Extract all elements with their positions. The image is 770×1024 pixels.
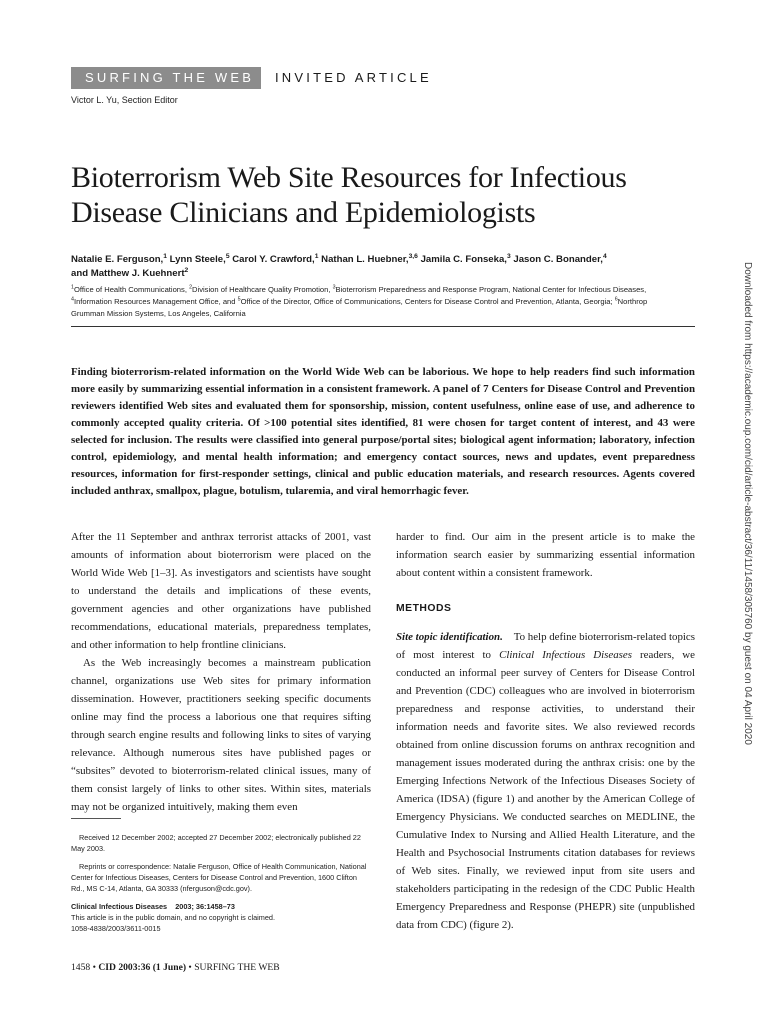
received-dates: Received 12 December 2002; accepted 27 December 2002; electronically published 22 May 2003. [71,833,361,853]
footer-section: SURFING THE WEB [194,962,280,973]
body-paragraph: As the Web increasingly becomes a mainstream publication channel, organizations use Web sites for primary information dissemination. However, practitioners seeking specific documents online may find the process a laborious one that requires sifting through search engine results and following links to sites of varying relevance. Although numerous sites have published pages or “subsites” devoted to bioterrorism-related clinical issues, many of them consist largely of links to other sites. Within sites, materials may not be organized intuitively, making them even [71,657,371,813]
section-header-band [71,67,695,89]
issn: 1058-4838/2003/3611-0015 [71,924,161,933]
author: Natalie E. Ferguson,$^1$ [71,252,167,265]
reprints-info: Reprints or correspondence: Natalie Ferguson, Office of Health Communication, National Center for Infectious Diseases, Centers for Disease Control and Prevention, 1600 Clifton Rd., MS C-14, Atlanta, GA 30333 (nferguson@cdc.gov). [71,862,367,893]
header-rule [71,326,695,327]
author: Jamila C. Fonseka,$^3$ [420,252,511,265]
download-link-text: Downloaded from https://academic.oup.com/cid/article-abstract/36/11/1458/305760 by guest on 04 April 2020 [742,262,753,745]
footnotes [71,832,371,934]
title-line-1: Bioterrorism Web Site Resources for Infectious [71,161,627,194]
journal-citation: Clinical Infectious Diseases 2003; 36:1458–73 [71,902,235,911]
body-paragraph: After the 11 September and anthrax terrorist attacks of 2001, vast amounts of information about bioterrorism were placed on the World Wide Web [1–3]. As investigators and scientists have sought to understand the details and implications of these events, government agencies and other organizations have published recommendations, educational materials, preparedness templates, and other information to help frontline clinicians. [71,531,371,651]
section-label: SURFING THE WEB [71,67,261,89]
author: Nathan L. Huebner,$^{3,6}$ [321,252,418,265]
page-number: 1458 [71,962,91,973]
journal-name: Clinical Infectious Diseases [499,649,632,661]
title-line-2: Disease Clinicians and Epidemiologists [71,196,536,229]
abstract: Finding bioterrorism-related information on the World Wide Web can be laborious. We hope to help readers find such information more easily by summarizing essential information in a consistent framework. A panel of 7 Centers for Disease Control and Prevention reviewers identified Web sites and evaluated them for sponsorship, mission, content usefulness, online ease of use, and adherence to commonly accepted quality criteria. Of >100 potential sites identified, 81 were chosen for target content of interest, and 43 were selected for inclusion. The results were classified into general purpose/portal sites; biological agent information; laboratory, infection control, epidemiology, and mental health information; and emergency contact sources, news and updates, event preparedness resources, information for first-responder settings, clinical and public education materials, and research resources. Agents covered included anthrax, smallpox, plague, botulism, tularemia, and viral hemorrhagic fever. [71,366,695,497]
footnote-rule [71,818,121,819]
journal-cite: CID 2003:36 (1 June) [98,962,187,973]
body-paragraph: harder to find. Our aim in the present article is to make the information search easier by summarizing essential information about content within a consistent framework. [396,531,695,579]
author-list [71,253,695,281]
section-editor: Victor L. Yu, Section Editor [71,95,178,105]
runin-heading: Site topic identification. [396,631,503,643]
section-heading-methods: METHODS [396,603,452,614]
article-type: INVITED ARTICLE [275,70,432,85]
author: Carol Y. Crawford,$^1$ [232,252,319,265]
public-domain-note: This article is in the public domain, and no copyright is claimed. [71,913,276,922]
author: Lynn Steele,$^5$ [169,252,230,265]
author: Jason C. Bonander,$^4$ [513,252,607,265]
body-column-left [71,528,371,816]
body-paragraph: Site topic identification. To help define bioterrorism-related topics of most interest to Clinical Infectious Diseases readers, we conducted an informal peer survey of Centers for Disease Control and Prevention (CDC) colleagues who are involved in bioterrorism preparedness and response activities, to understand their information needs and favorite sites. We also reviewed records obtained from online discussion forums on anthrax recognition and management issues moderated during the anthrax crisis: one by the Emerging Infections Network of the Infectious Diseases Society of America (IDSA) (figure 1) and another by the American College of Emergency Physicians. We conducted searches on MEDLINE, the Cumulative Index to Nursing and Allied Health Literature, and the Health and Psychosocial Instruments citation databases for reviews of Web sites. Finally, we reviewed input from site users and stakeholders participating in the redesign of the CDC Public Health Emergency Preparedness and Response (PHEPR) site (unpublished data from CDC) (figure 2). [396,631,695,931]
download-watermark [740,262,754,762]
affiliations: $^1$Office of Health Communications, $^2$Division of Healthcare Quality Promotion, $^3$Bioterrorism Preparedness and Response Program, National Center for Infectious Diseases, $^4$Information Resources Management Office, and $^5$Office of the Director, Office of Communications, Centers for Disease Control and Prevention, Atlanta, Georgia; $^6$Northrop Grumman Mission Systems, Los Angeles, California [71,284,648,318]
page-footer: 1458 • CID 2003:36 (1 June) • SURFING THE WEB [71,962,280,973]
body-column-right [396,528,695,934]
article-title [71,160,691,230]
author: and Matthew J. Kuehnert$^2$ [71,266,189,279]
